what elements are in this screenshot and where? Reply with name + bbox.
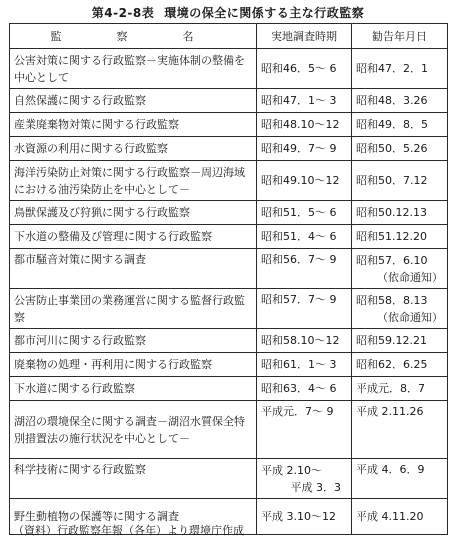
header-recommendation-date: 勧告年月日 (352, 24, 448, 49)
table-row (10, 113, 448, 137)
recommendation-date: 平成 4．6．9 (352, 459, 448, 499)
inspection-name: 自然保護に関する行政監察 (10, 89, 257, 113)
survey-period: 昭和51．4～ 6 (257, 225, 352, 249)
inspection-name: 公害対策に関する行政監察－実施体制の整備を中心として (10, 49, 257, 89)
recommendation-date-cell (352, 289, 448, 329)
survey-period: 昭和49．7～ 9 (257, 137, 352, 161)
table-row (10, 329, 448, 353)
survey-period: 昭和49.10～12 (257, 161, 352, 201)
inspection-name: 湖沼の環境保全に関する調査－湖沼水質保全特別措置法の施行状況を中心として－ (10, 401, 257, 459)
inspection-name: 野生動植物の保護等に関する調査 (10, 499, 257, 535)
table-row (10, 459, 448, 499)
recommendation-date: 平成元．8．7 (352, 377, 448, 401)
header-survey-period: 実地調査時期 (257, 24, 352, 49)
recommendation-date: 昭和50．5.26 (352, 137, 448, 161)
survey-period: 昭和58.10～12 (257, 329, 352, 353)
survey-period-start: 平成 2.10～ (261, 463, 322, 477)
recommendation-date: 昭和58．8.13 (356, 293, 428, 307)
recommendation-note: （依命通知） (377, 270, 443, 284)
recommendation-date: 平成 2.11.26 (352, 401, 448, 459)
inspection-name: 公害防止事業団の業務運営に関する監督行政監察 (10, 289, 257, 329)
survey-period: 平成 3.10～12 (257, 499, 352, 535)
recommendation-date: 昭和62．6.25 (352, 353, 448, 377)
recommendation-date: 昭和50．7.12 (352, 161, 448, 201)
table-row (10, 49, 448, 89)
recommendation-date: 昭和48．3.26 (352, 89, 448, 113)
recommendation-date: 昭和51.12.20 (352, 225, 448, 249)
header-row (10, 24, 448, 49)
inspection-name: 鳥獣保護及び狩猟に関する行政監察 (10, 201, 257, 225)
survey-period: 昭和63．4～ 6 (257, 377, 352, 401)
inspection-table (9, 23, 448, 535)
recommendation-date: 平成 4.11.20 (352, 499, 448, 535)
survey-period: 昭和47．1～ 3 (257, 89, 352, 113)
table-row (10, 353, 448, 377)
table-row (10, 401, 448, 459)
survey-period: 昭和48.10～12 (257, 113, 352, 137)
inspection-name: 産業廃棄物対策に関する行政監察 (10, 113, 257, 137)
survey-period: 昭和57．7～ 9 (257, 289, 352, 329)
table-number: 第4-2-8表 (91, 6, 155, 20)
table-row (10, 201, 448, 225)
recommendation-date: 昭和49．8．5 (352, 113, 448, 137)
recommendation-date: 昭和57．6.10 (356, 253, 428, 267)
table-row (10, 289, 448, 329)
inspection-name: 廃棄物の処理・再利用に関する行政監察 (10, 353, 257, 377)
header-inspection-name: 監 察 名 (10, 24, 257, 49)
table-row (10, 225, 448, 249)
table-row (10, 89, 448, 113)
survey-period: 昭和46．5～ 6 (257, 49, 352, 89)
survey-period: 平成元．7～ 9 (257, 401, 352, 459)
survey-period-end: 平成 3．3 (290, 480, 341, 494)
source-note: （資料）行政監察年報（各年）より環境庁作成 (13, 524, 244, 537)
inspection-name: 都市騒音対策に関する調査 (10, 249, 257, 289)
survey-period: 昭和61．1～ 3 (257, 353, 352, 377)
table-row (10, 377, 448, 401)
table-row (10, 137, 448, 161)
inspection-name: 都市河川に関する行政監察 (10, 329, 257, 353)
recommendation-note: （依命通知） (377, 310, 443, 324)
survey-period-cell (257, 459, 352, 499)
inspection-name: 水資源の利用に関する行政監察 (10, 137, 257, 161)
recommendation-date-cell (352, 249, 448, 289)
table-title (0, 4, 456, 21)
inspection-name: 下水道に関する行政監察 (10, 377, 257, 401)
table-title-text: 環境の保全に関係する主な行政監察 (164, 6, 365, 20)
inspection-name: 下水道の整備及び管理に関する行政監察 (10, 225, 257, 249)
table-row (10, 161, 448, 201)
recommendation-date: 昭和47．2．1 (352, 49, 448, 89)
recommendation-date: 昭和59.12.21 (352, 329, 448, 353)
survey-period: 昭和56．7～ 9 (257, 249, 352, 289)
recommendation-date: 昭和50.12.13 (352, 201, 448, 225)
table-row (10, 249, 448, 289)
inspection-name: 科学技術に関する行政監察 (10, 459, 257, 499)
inspection-name: 海洋汚染防止対策に関する行政監察－周辺海域における油汚染防止を中心として－ (10, 161, 257, 201)
survey-period: 昭和51．5～ 6 (257, 201, 352, 225)
